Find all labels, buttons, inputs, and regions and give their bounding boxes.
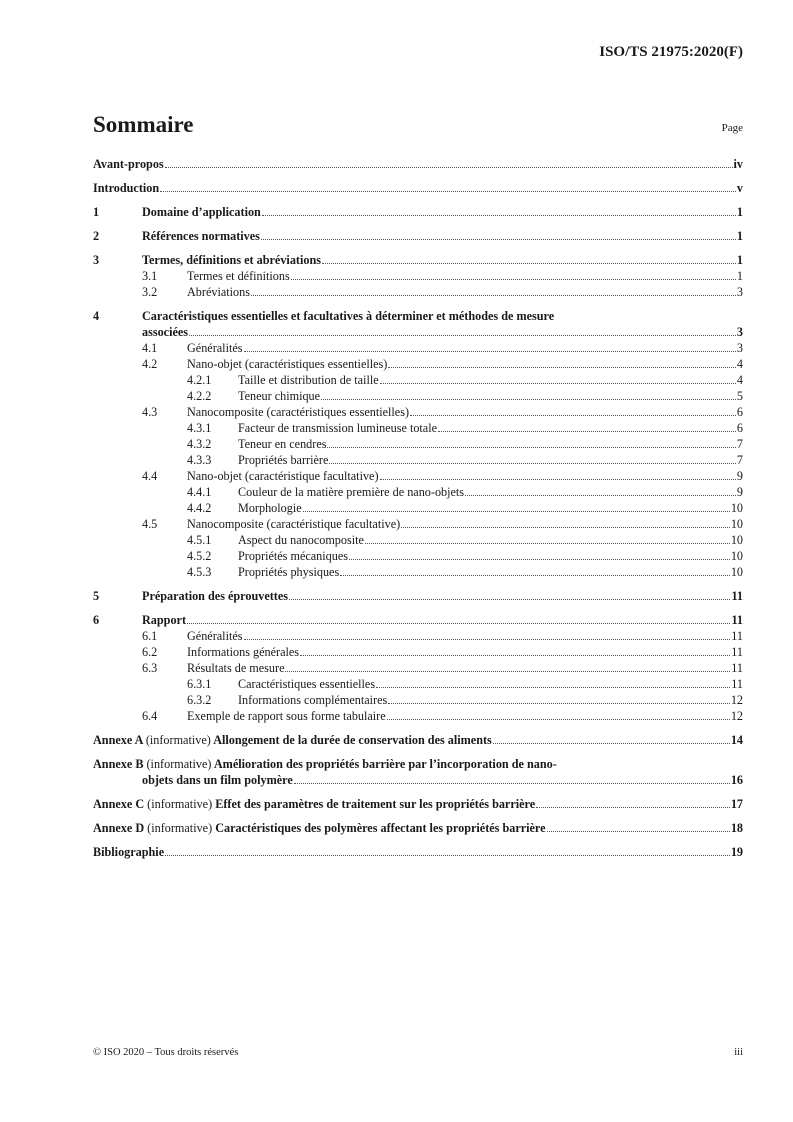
toc-entry-page: 1 (736, 229, 743, 243)
toc-entry[interactable] (93, 564, 743, 580)
toc-entry-page: 4 (736, 357, 743, 371)
toc-entry-title (93, 732, 492, 748)
copyright: © ISO 2020 – Tous droits réservés (93, 1047, 239, 1058)
dot-leader (380, 383, 736, 384)
dot-leader (262, 215, 736, 216)
dot-leader (187, 623, 730, 624)
toc-entry-page: 19 (730, 845, 743, 859)
toc-entry-page: 1 (736, 269, 743, 283)
toc-entry-number: 4.2.1 (187, 373, 212, 387)
toc-entry[interactable] (93, 612, 743, 628)
document-id: ISO/TS 21975:2020(F) (599, 44, 743, 60)
toc-entry-title: Caractéristiques essentielles (238, 677, 376, 691)
toc-entry-number: 4 (93, 309, 100, 323)
toc-entry-page: 10 (730, 533, 743, 547)
toc-entry-line[interactable] (93, 420, 743, 436)
toc-entry-page: 14 (730, 733, 743, 747)
toc-entry[interactable] (93, 204, 743, 220)
toc-entry[interactable] (93, 484, 743, 500)
annex-label: Annexe A (93, 733, 143, 747)
toc-entry-page: 10 (730, 565, 743, 579)
toc-entry-page: iv (733, 157, 743, 171)
toc-entry-title: Généralités (187, 341, 243, 355)
toc-entry-page: 18 (730, 821, 743, 835)
toc-entry-line[interactable] (93, 284, 743, 300)
toc-entry[interactable] (93, 252, 743, 268)
toc-entry-title: Généralités (187, 629, 243, 643)
toc-entry-number: 4.2.2 (187, 389, 212, 403)
toc-entry-number: 4.4.1 (187, 485, 212, 499)
toc-entry-title: Informations complémentaires (238, 693, 388, 707)
toc-entry-page: 11 (731, 677, 743, 691)
toc-entry-number: 4.3 (142, 405, 158, 419)
dot-leader (340, 575, 730, 576)
page-title: Sommaire (93, 112, 194, 137)
toc-entry-line[interactable] (93, 372, 743, 388)
toc-entry-line[interactable] (93, 252, 743, 268)
toc-entry[interactable] (93, 372, 743, 388)
toc-entry-line[interactable] (93, 660, 743, 676)
toc-entry-page: 12 (730, 709, 743, 723)
dot-leader (410, 415, 736, 416)
toc-entry[interactable] (93, 516, 743, 532)
toc-entry-number: 4.5.1 (187, 533, 212, 547)
toc-entry-number: 4.2 (142, 357, 158, 371)
toc-entry-line[interactable] (93, 404, 743, 420)
toc-entry-line[interactable] (93, 692, 743, 708)
toc-entry-number: 4.3.3 (187, 453, 212, 467)
toc-entry-page: v (736, 181, 743, 195)
toc-entry-line[interactable] (93, 500, 743, 516)
toc-entry[interactable] (93, 452, 743, 468)
toc-entry[interactable] (93, 468, 743, 484)
toc-entry-line[interactable] (93, 228, 743, 244)
toc-entry-line[interactable] (93, 532, 743, 548)
toc-entry[interactable] (93, 340, 743, 356)
annex-title: Caractéristiques des polymères affectant les propriétés barrière (215, 821, 546, 835)
toc-entry-line[interactable] (93, 732, 743, 748)
toc-entry-page: 7 (736, 453, 743, 467)
dot-leader (300, 655, 730, 656)
toc-entry[interactable] (93, 548, 743, 564)
toc-entry-title: Propriétés mécaniques (238, 549, 348, 563)
toc-entry[interactable] (93, 268, 743, 284)
toc-entry[interactable] (93, 404, 743, 420)
toc-entry[interactable] (93, 796, 743, 812)
annex-note: (informative) (146, 757, 212, 771)
annex-title: Allongement de la durée de conservation des aliments (213, 733, 492, 747)
dot-leader (327, 447, 735, 448)
toc-entry-page: 9 (736, 469, 743, 483)
toc-entry-number: 4.1 (142, 341, 158, 355)
toc-entry[interactable] (93, 660, 743, 676)
toc-entry[interactable] (93, 756, 743, 788)
toc-entry-page: 3 (736, 325, 743, 339)
toc-entry-page: 11 (731, 629, 743, 643)
toc-entry[interactable] (93, 180, 743, 196)
toc-entry-number: 6.4 (142, 709, 158, 723)
toc-entry-number: 6.1 (142, 629, 158, 643)
toc-entry-number: 4.4 (142, 469, 158, 483)
dot-leader (303, 511, 730, 512)
toc-entry-title: Aspect du nanocomposite (238, 533, 364, 547)
toc-entry-title: Préparation des éprouvettes (142, 589, 288, 603)
toc-entry[interactable] (93, 692, 743, 708)
toc-entry-continuation[interactable] (93, 324, 743, 340)
toc-entry-page: 17 (730, 797, 743, 811)
dot-leader (294, 783, 730, 784)
dot-leader (322, 263, 736, 264)
toc-entry-title: Termes et définitions (187, 269, 290, 283)
dot-leader (291, 279, 736, 280)
dot-leader (160, 191, 736, 192)
page-number: iii (734, 1047, 743, 1058)
toc-entry[interactable] (93, 356, 743, 372)
dot-leader (329, 463, 736, 464)
toc-entry-title: Bibliographie (93, 845, 165, 859)
toc-entry-page: 6 (736, 405, 743, 419)
annex-title: Amélioration des propriétés barrière par l’incorporation de nano- (213, 757, 557, 771)
toc-entry[interactable] (93, 628, 743, 644)
dot-leader (285, 671, 730, 672)
toc-entry-number: 3.2 (142, 285, 158, 299)
dot-leader (387, 719, 730, 720)
dot-leader (388, 367, 736, 368)
dot-leader (493, 743, 730, 744)
toc-entry-line[interactable] (93, 468, 743, 484)
toc-entry-page: 10 (730, 549, 743, 563)
toc-entry-page: 4 (736, 373, 743, 387)
toc-entry-line[interactable] (93, 204, 743, 220)
dot-leader (321, 399, 736, 400)
toc-entry-title: Domaine d’application (142, 205, 261, 219)
toc-entry[interactable] (93, 644, 743, 660)
dot-leader (465, 495, 736, 496)
toc-entry-title: Avant-propos (93, 157, 164, 171)
dot-leader (165, 167, 733, 168)
dot-leader (244, 351, 736, 352)
toc-entry-title: Nano-objet (caractéristiques essentielles) (187, 357, 388, 371)
toc-entry-title-cont: objets dans un film polymère (142, 773, 293, 787)
toc-entry-page: 10 (730, 501, 743, 515)
dot-leader (261, 239, 736, 240)
dot-leader (438, 431, 736, 432)
toc-entry[interactable] (93, 588, 743, 604)
toc-entry-number: 3 (93, 253, 100, 267)
toc-entry-title: Nanocomposite (caractéristique facultative) (187, 517, 401, 531)
toc-entry-line[interactable] (93, 844, 743, 860)
toc-entry-line[interactable] (93, 564, 743, 580)
dot-leader (189, 335, 736, 336)
annex-label: Annexe C (93, 797, 145, 811)
toc-entry-page: 7 (736, 437, 743, 451)
toc-entry-title: Nano-objet (caractéristique facultative) (187, 469, 379, 483)
toc-entry-page: 11 (731, 645, 743, 659)
toc-entry-number: 4.4.2 (187, 501, 212, 515)
toc-entry-line[interactable] (93, 308, 743, 324)
toc-entry-title (93, 756, 557, 772)
toc-entry-page: 11 (731, 613, 743, 627)
toc-entry-line[interactable] (93, 796, 743, 812)
toc-entry-line[interactable] (93, 436, 743, 452)
toc-entry-number: 4.3.1 (187, 421, 212, 435)
toc-entry-title-cont: associées (142, 325, 189, 339)
annex-note: (informative) (145, 733, 211, 747)
dot-leader (365, 543, 730, 544)
toc-entry-page: 3 (736, 341, 743, 355)
dot-leader (536, 807, 730, 808)
toc-entry[interactable] (93, 820, 743, 836)
dot-leader (388, 703, 730, 704)
toc-entry-page: 1 (736, 253, 743, 267)
toc-entry-number: 6.3.1 (187, 677, 212, 691)
toc-entry-line[interactable] (93, 356, 743, 372)
toc-entry[interactable] (93, 532, 743, 548)
dot-leader (251, 295, 736, 296)
toc-entry-line[interactable] (93, 516, 743, 532)
toc-entry[interactable] (93, 284, 743, 300)
toc-entry-number: 4.3.2 (187, 437, 212, 451)
dot-leader (165, 855, 730, 856)
toc-entry-page: 9 (736, 485, 743, 499)
toc-entry-number: 4.5.2 (187, 549, 212, 563)
toc-entry-line[interactable] (93, 268, 743, 284)
toc-entry-number: 5 (93, 589, 100, 603)
toc-entry[interactable] (93, 388, 743, 404)
toc-entry-page: 16 (730, 773, 743, 787)
annex-title: Effet des paramètres de traitement sur les propriétés barrière (215, 797, 536, 811)
toc-entry[interactable] (93, 732, 743, 748)
toc-entry-title: Facteur de transmission lumineuse totale (238, 421, 438, 435)
toc-entry-title: Morphologie (238, 501, 302, 515)
dot-leader (380, 479, 736, 480)
toc-entry[interactable] (93, 156, 743, 172)
toc-entry-page: 5 (736, 389, 743, 403)
toc-entry-line[interactable] (93, 676, 743, 692)
annex-note: (informative) (147, 821, 213, 835)
toc-entry-page: 10 (730, 517, 743, 531)
toc-entry-title: Propriétés physiques (238, 565, 340, 579)
toc-entry-title: Rapport (142, 613, 187, 627)
toc-entry-number: 3.1 (142, 269, 158, 283)
toc-entry-title: Nanocomposite (caractéristiques essentielles) (187, 405, 409, 419)
toc-entry-line[interactable] (93, 820, 743, 836)
toc-entry-line[interactable] (93, 708, 743, 724)
toc-entry-line[interactable] (93, 452, 743, 468)
toc-entry-title: Taille et distribution de taille (238, 373, 379, 387)
dot-leader (289, 599, 730, 600)
toc-entry-page: 12 (730, 693, 743, 707)
toc-entry-line[interactable] (93, 628, 743, 644)
toc-entry-page: 11 (731, 589, 743, 603)
table-of-contents (93, 156, 743, 860)
toc-entry-title: Références normatives (142, 229, 260, 243)
toc-entry-number: 6 (93, 613, 100, 627)
toc-entry[interactable] (93, 308, 743, 340)
toc-entry-title: Exemple de rapport sous forme tabulaire (187, 709, 386, 723)
dot-leader (244, 639, 731, 640)
toc-entry[interactable] (93, 436, 743, 452)
toc-entry-line[interactable] (93, 180, 743, 196)
toc-entry[interactable] (93, 676, 743, 692)
toc-entry[interactable] (93, 420, 743, 436)
toc-entry-line[interactable] (93, 548, 743, 564)
dot-leader (401, 527, 730, 528)
toc-entry-number: 1 (93, 205, 100, 219)
annex-note: (informative) (147, 797, 213, 811)
toc-entry-line[interactable] (93, 388, 743, 404)
toc-entry-title: Résultats de mesure (187, 661, 285, 675)
toc-entry[interactable] (93, 228, 743, 244)
toc-entry[interactable] (93, 844, 743, 860)
toc-entry-title: Teneur en cendres (238, 437, 327, 451)
toc-entry-number: 4.5.3 (187, 565, 212, 579)
toc-entry[interactable] (93, 500, 743, 516)
annex-label: Annexe D (93, 821, 145, 835)
toc-entry-title (93, 820, 546, 836)
toc-entry-continuation[interactable] (93, 772, 743, 788)
toc-entry-page: 6 (736, 421, 743, 435)
toc-entry-line[interactable] (93, 156, 743, 172)
toc-entry-title: Termes, définitions et abréviations (142, 253, 321, 267)
toc-entry-number: 6.2 (142, 645, 158, 659)
toc-entry-title: Propriétés barrière (238, 453, 329, 467)
toc-entry-line[interactable] (93, 340, 743, 356)
toc-entry-title: Abréviations (187, 285, 250, 299)
toc-entry-number: 2 (93, 229, 100, 243)
toc-entry-number: 6.3.2 (187, 693, 212, 707)
toc-entry-title: Caractéristiques essentielles et facultatives à déterminer et méthodes de mesure (142, 309, 555, 323)
toc-entry-line[interactable] (93, 612, 743, 628)
toc-entry-title: Teneur chimique (238, 389, 321, 403)
dot-leader (349, 559, 730, 560)
toc-entry-number: 4.5 (142, 517, 158, 531)
toc-entry-line[interactable] (93, 484, 743, 500)
toc-entry-line[interactable] (93, 588, 743, 604)
toc-entry[interactable] (93, 708, 743, 724)
dot-leader (547, 831, 730, 832)
toc-entry-page: 1 (736, 205, 743, 219)
toc-entry-title (93, 796, 535, 812)
toc-entry-title: Informations générales (187, 645, 300, 659)
toc-entry-page: 11 (731, 661, 743, 675)
toc-entry-page: 3 (736, 285, 743, 299)
annex-label: Annexe B (93, 757, 144, 771)
toc-entry-line[interactable] (93, 756, 743, 772)
toc-entry-title: Couleur de la matière première de nano-objets (238, 485, 465, 499)
dot-leader (376, 687, 730, 688)
toc-entry-title: Introduction (93, 181, 160, 195)
toc-entry-line[interactable] (93, 644, 743, 660)
page-column-label: Page (721, 122, 743, 134)
toc-entry-number: 6.3 (142, 661, 158, 675)
